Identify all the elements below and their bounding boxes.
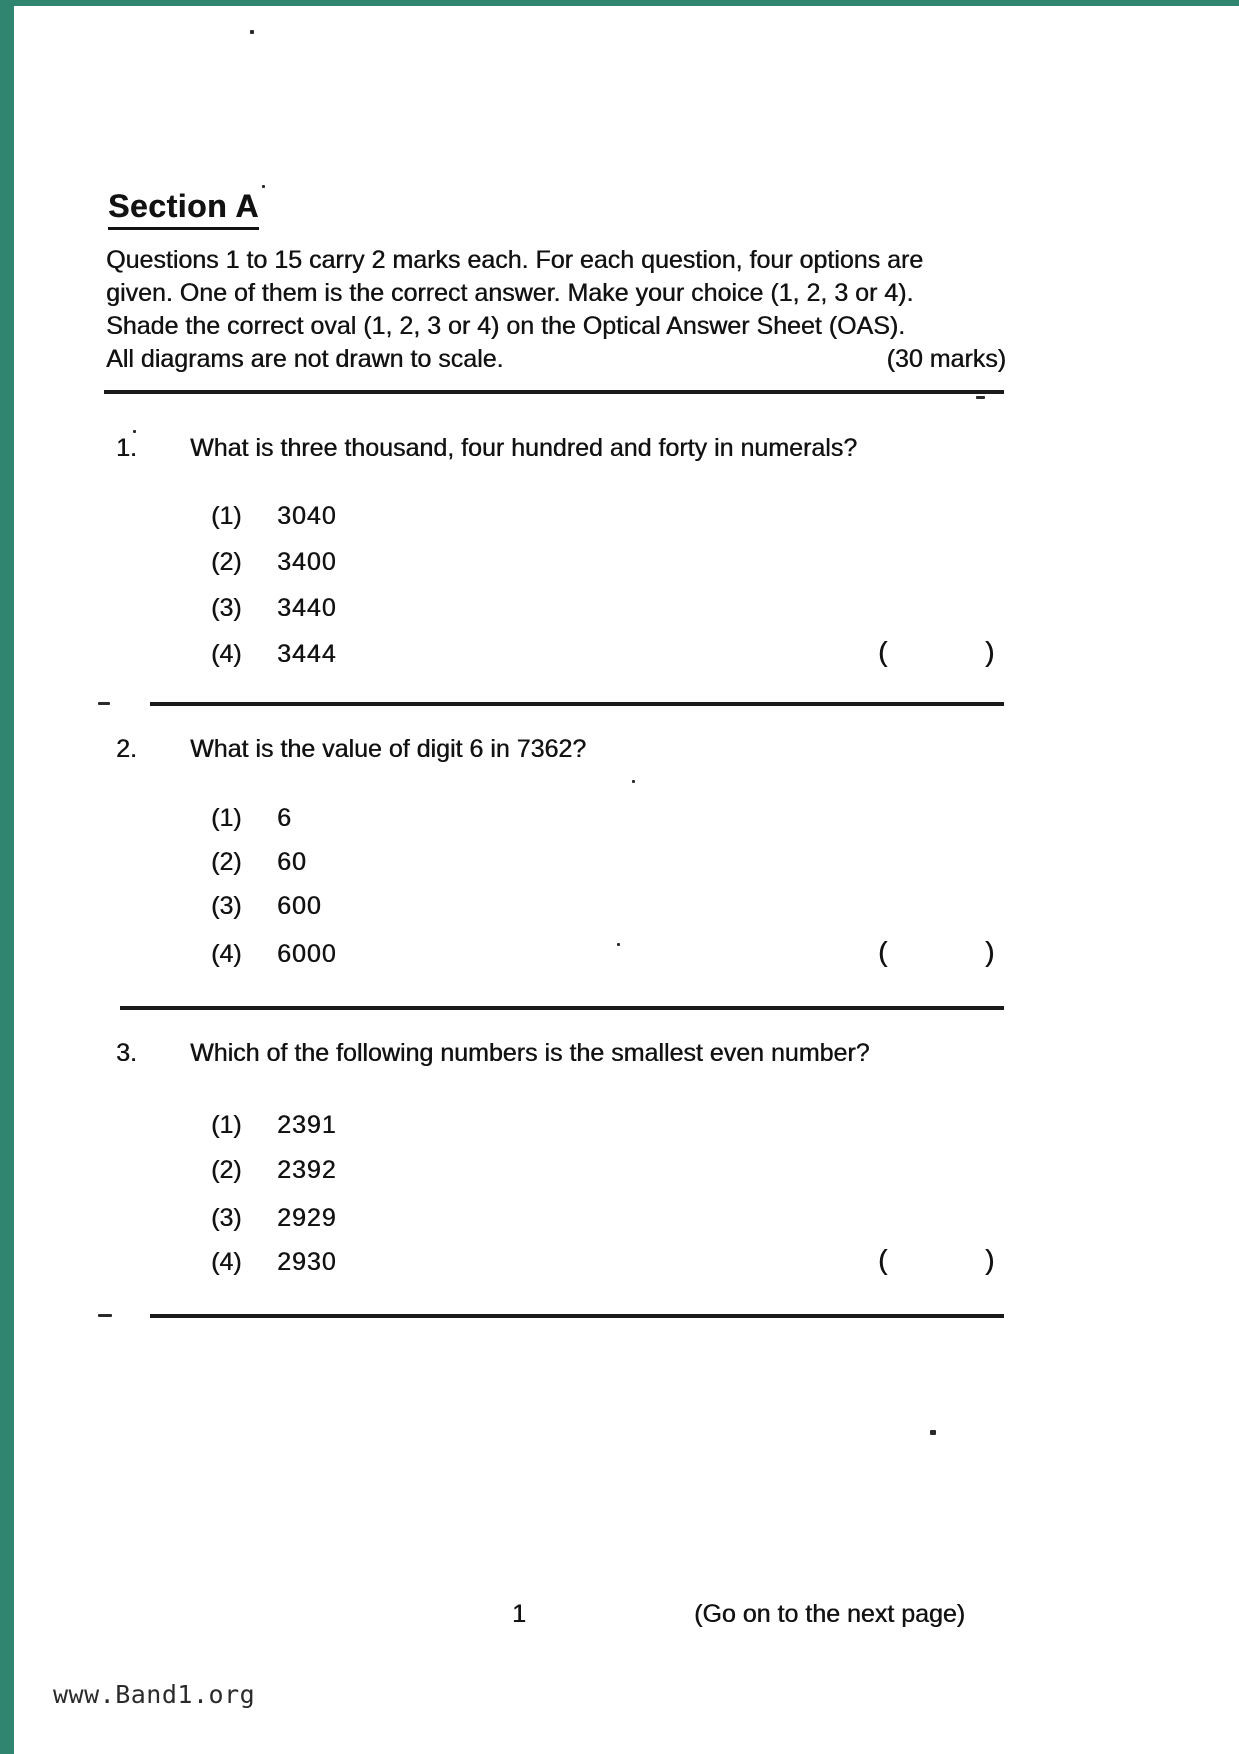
option-label: (3) (211, 892, 242, 920)
option-label: (2) (211, 1156, 242, 1184)
divider-after-question-1 (150, 702, 1004, 706)
scan-speck (617, 943, 620, 946)
option-value: 6 (277, 804, 292, 832)
option-value: 2929 (277, 1204, 337, 1232)
option-value: 6000 (277, 940, 337, 968)
question-2-number: 2. (116, 735, 137, 763)
option-value: 2392 (277, 1156, 337, 1184)
answer-bracket-open: ( (878, 636, 888, 667)
question-3-number: 3. (116, 1039, 137, 1067)
answer-bracket-close: ) (985, 1244, 995, 1275)
answer-bracket-open: ( (878, 936, 888, 967)
scan-speck (930, 1430, 936, 1435)
option-label: (4) (211, 640, 242, 668)
divider-after-question-2 (120, 1006, 1004, 1010)
intro-line-4: All diagrams are not drawn to scale. (106, 345, 504, 373)
question-1-text: What is three thousand, four hundred and forty in numerals? (190, 434, 858, 462)
divider-after-intro (104, 390, 1004, 394)
scan-speck (250, 30, 254, 34)
scan-speck (632, 780, 635, 783)
option-value: 3400 (277, 548, 337, 576)
intro-line-3: Shade the correct oval (1, 2, 3 or 4) on the Optical Answer Sheet (OAS). (106, 312, 906, 340)
option-value: 2391 (277, 1111, 337, 1139)
option-value: 3040 (277, 502, 337, 530)
question-3-text: Which of the following numbers is the smallest even number? (190, 1039, 870, 1067)
option-label: (4) (211, 1248, 242, 1276)
option-label: (1) (211, 502, 242, 530)
answer-bracket-open: ( (878, 1244, 888, 1275)
divider-after-question-3 (150, 1314, 1004, 1318)
scan-speck (976, 396, 985, 399)
section-title: Section A (108, 188, 259, 230)
answer-bracket-close: ) (985, 936, 995, 967)
question-1-number: 1. (116, 434, 137, 462)
question-2-text: What is the value of digit 6 in 7362? (190, 735, 587, 763)
option-label: (1) (211, 1111, 242, 1139)
answer-bracket-close: ) (985, 636, 995, 667)
option-label: (3) (211, 1204, 242, 1232)
scan-speck (98, 1314, 112, 1317)
intro-paragraph (106, 244, 1006, 376)
scan-edge-left (0, 0, 14, 1754)
option-value: 3440 (277, 594, 337, 622)
intro-line-2: given. One of them is the correct answer. Make your choice (1, 2, 3 or 4). (106, 279, 914, 307)
scan-edge-top (0, 0, 1239, 6)
page-number: 1 (512, 1600, 526, 1628)
marks-note: (30 marks) (886, 345, 1006, 373)
option-value: 2930 (277, 1248, 337, 1276)
scan-speck (98, 702, 110, 705)
option-label: (2) (211, 548, 242, 576)
option-value: 60 (277, 848, 307, 876)
option-label: (3) (211, 594, 242, 622)
option-label: (4) (211, 940, 242, 968)
scan-speck (262, 185, 265, 188)
option-label: (2) (211, 848, 242, 876)
scan-speck (133, 430, 136, 433)
option-value: 600 (277, 892, 322, 920)
next-page-note: (Go on to the next page) (694, 1600, 966, 1628)
option-value: 3444 (277, 640, 337, 668)
option-label: (1) (211, 804, 242, 832)
intro-line-1: Questions 1 to 15 carry 2 marks each. For each question, four options are (106, 246, 924, 274)
site-watermark: www.Band1.org (53, 1680, 256, 1709)
